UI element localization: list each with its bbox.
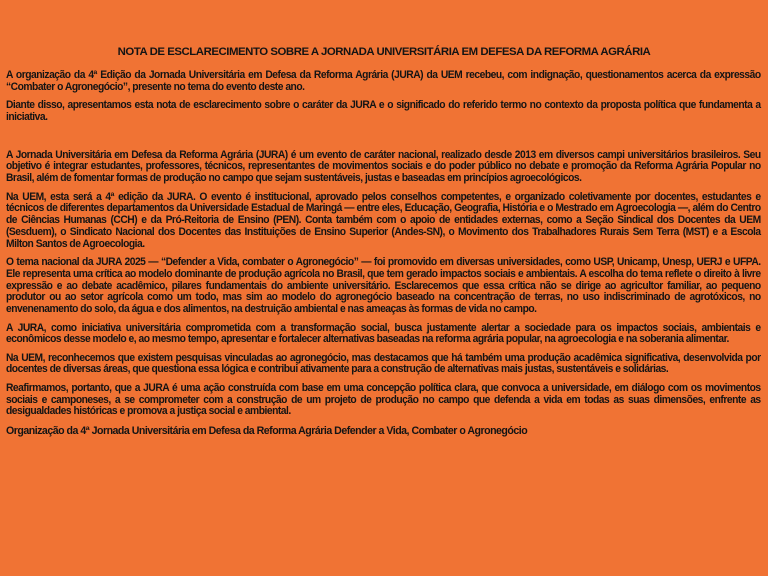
- paragraph-intro: A organização da 4ª Edição da Jornada Universitária em Defesa da Reforma Agrária (JURA) da UEM recebeu, com indignação, questionamentos acerca da expressão “Combater o Agronegócio”, presente no tema do evento deste ano.: [6, 69, 761, 93]
- paragraph-reaffirmation: Reafirmamos, portanto, que a JURA é uma ação construída com base em uma concepção política clara, que convoca a universidade, em diálogo com os movimentos sociais e camponeses, a se comprometer com a construção de um projeto de produção no campo que defenda a vida em todas as suas dimensões, enfrente as desigualdades históricas e promova a justiça social e ambiental.: [6, 381, 761, 418]
- paragraph-research: Na UEM, reconhecemos que existem pesquisas vinculadas ao agronegócio, mas destacamos que há também uma produção acadêmica significativa, desenvolvida por docentes de diversas áreas, que questiona essa lógica e contribui ativamente para a construção de alternativas mais justas, sustentáveis e solidárias.: [6, 351, 761, 376]
- paragraph-social-commitment: A JURA, como iniciativa universitária comprometida com a transformação social, busca justamente alertar a sociedade para os impactos sociais, ambientais e econômicos desse modelo e, ao mesmo tempo, apresentar e fortalecer alternativas baseadas na reforma agrária popular, na agroecologia e na soberania alimentar.: [6, 321, 761, 346]
- document-title: NOTA DE ESCLARECIMENTO SOBRE A JORNADA UNIVERSITÁRIA EM DEFESA DA REFORMA AGRÁRIA: [117, 46, 651, 58]
- paragraph-national-theme: O tema nacional da JURA 2025 — “Defender a Vida, combater o Agronegócio” — foi promovido em diversas universidades, como USP, Unicamp, Unesp, UERJ e UFPA. Ele representa uma crítica ao modelo dominante de produção agrícola no Brasil, que tem gerado impactos sociais e ambientais. A escolha do tema reflete o direito à livre expressão e ao debate acadêmico, pilares fundamentais do ambiente universitário. Esclarecemos que essa crítica não se dirige ao agricultor familiar, ao pequeno produtor ou ao setor agrícola como um todo, mas sim ao modelo do agronegócio baseado na concentração de terras, no uso indiscriminado de agrotóxicos, no envenenamento do solo, da água e dos alimentos, na destruição ambiental e nas ameaças às formas de vida no campo.: [6, 256, 761, 316]
- paragraph-purpose: Diante disso, apresentamos esta nota de esclarecimento sobre o caráter da JURA e o significado do referido termo no contexto da proposta política que fundamenta a iniciativa.: [6, 99, 761, 123]
- paragraph-about-jura: A Jornada Universitária em Defesa da Reforma Agrária (JURA) é um evento de caráter nacional, realizado desde 2013 em diversos campi universitários brasileiros. Seu objetivo é integrar estudantes, professores, técnicos, representantes de movimentos sociais e do poder público no debate e promoção da Reforma Agrária Popular no Brasil, além de fomentar formas de produção no campo que sejam sustentáveis, justas e baseadas em princípios agroecológicos.: [6, 148, 761, 185]
- signature: Organização da 4ª Jornada Universitária em Defesa da Reforma Agrária Defender a Vida, Combater o Agronegócio: [6, 424, 528, 437]
- paragraph-uem-edition: Na UEM, esta será a 4ª edição da JURA. O evento é institucional, aprovado pelos conselhos competentes, e organizado coletivamente por docentes, estudantes e técnicos de diferentes departamentos da Universidade Estadual de Maringá — entre eles, Educação, Geografia, História e o Mestrado em Agroecologia —, além do Centro de Ciências Humanas (CCH) e da Pró-Reitoria de Ensino (PEN). Conta também com o apoio de entidades externas, como a Seção Sindical dos Docentes da UEM (Sesduem), o Sindicato Nacional dos Docentes das Instituições de Ensino Superior (Andes-SN), o Movimento dos Trabalhadores Rurais Sem Terra (MST) e a Escola Milton Santos de Agroecologia.: [6, 190, 761, 250]
